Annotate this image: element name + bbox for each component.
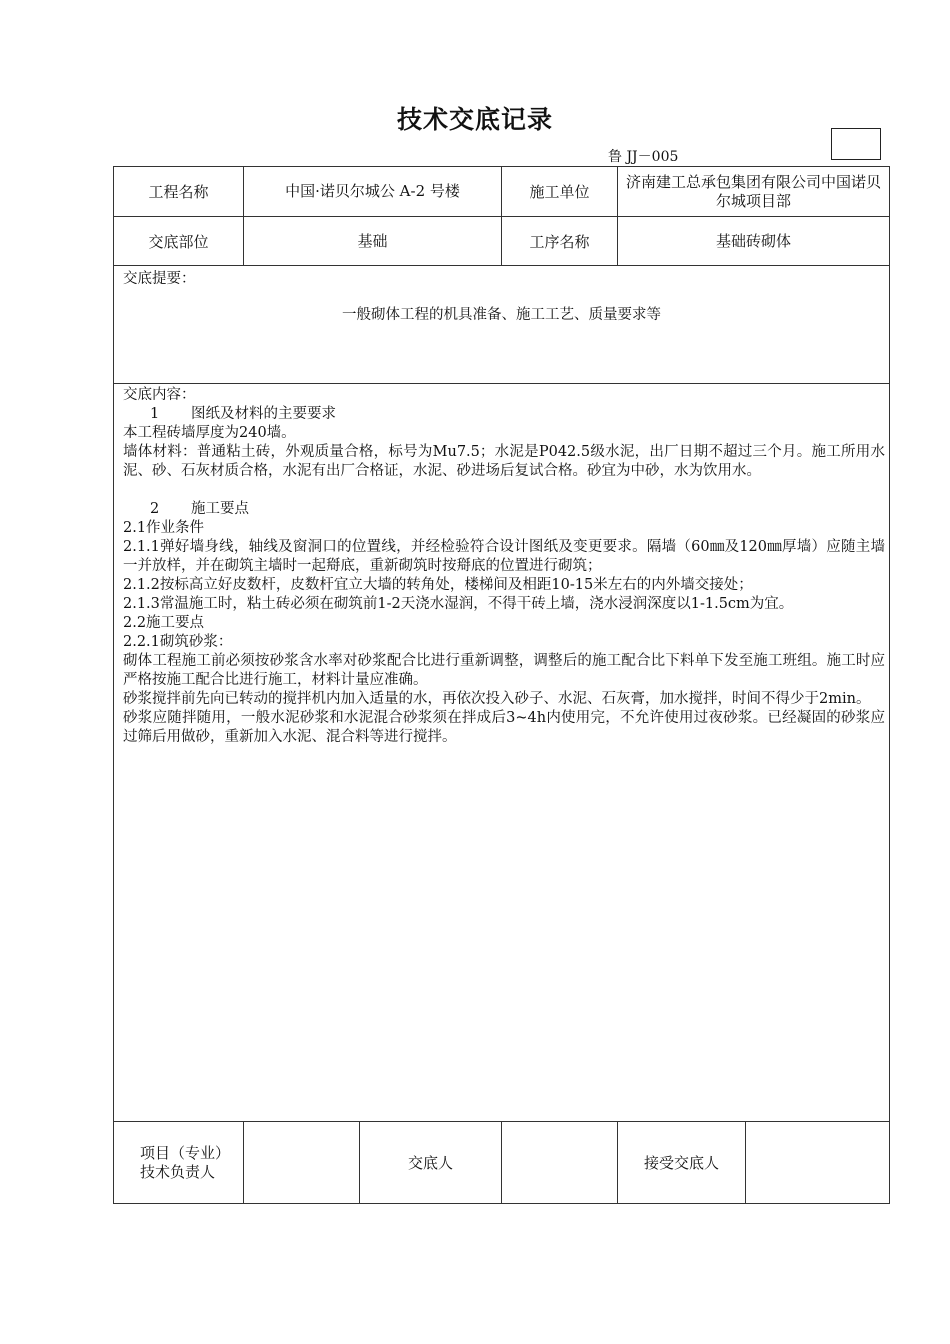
- content-body: [114, 384, 889, 747]
- section-number: 2: [150, 501, 160, 517]
- content-paragraph: 墙体材料：普通粘土砖，外观质量合格，标号为Mu7.5；水泥是P042.5级水泥，出厂日期不超过三个月。施工所用水泥、砂、石灰材质合格，水泥有出厂合格证，水泥、砂进场后复试合格。砂宜为中砂，水为饮用水。: [123, 444, 886, 479]
- section-heading: [123, 500, 885, 519]
- section-heading: [123, 405, 885, 424]
- content-cell: [114, 384, 890, 1122]
- spacer: [123, 481, 885, 500]
- content-paragraph: 2.1.2按标高立好皮数杆，皮数杆宜立大墙的转角处，楼梯间及相距10-15米左右的内外墙交接处；: [123, 577, 753, 593]
- content-paragraph: 砌体工程施工前必须按砂浆含水率对砂浆配合比进行重新调整，调整后的施工配合比下料单下发至施工班组。施工时应严格按施工配合比进行施工，材料计量应准确。: [123, 653, 886, 688]
- contractor-value: 济南建工总承包集团有限公司中国诺贝尔城项目部: [618, 167, 890, 217]
- stamp-box: [831, 128, 881, 160]
- tech-lead-label: [114, 1122, 244, 1204]
- form-code: 鲁 JJ－005: [608, 149, 679, 165]
- section-title: 图纸及材料的主要要求: [191, 406, 336, 422]
- contractor-label: 施工单位: [502, 167, 618, 217]
- page-title: 技术交底记录: [396, 105, 553, 134]
- location-value: 基础: [244, 217, 502, 266]
- project-name-label: 工程名称: [114, 167, 244, 217]
- summary-text: 一般砌体工程的机具准备、施工工艺、质量要求等: [342, 307, 661, 323]
- content-paragraph: 2.1.3常温施工时，粘土砖必须在砌筑前1-2天浇水湿润，不得干砖上墙，浇水浸润深度以1-1.5cm为宜。: [123, 596, 794, 612]
- content-paragraph: 砂浆搅拌前先向已转动的搅拌机内加入适量的水，再依次投入砂子、水泥、石灰膏，加水搅拌，时间不得少于2min。: [123, 691, 871, 707]
- section-title: 施工要点: [191, 501, 249, 517]
- content-paragraph: 2.1作业条件: [123, 520, 205, 536]
- project-name-value: 中国·诺贝尔城公 A-2 号楼: [244, 167, 502, 217]
- record-table: [113, 166, 890, 1204]
- process-value: 基础砖砌体: [618, 217, 890, 266]
- location-label: 交底部位: [114, 217, 244, 266]
- content-paragraph: 2.2.1砌筑砂浆：: [123, 634, 233, 650]
- summary-label: 交底提要：: [123, 271, 196, 287]
- content-paragraph: 2.2施工要点: [123, 615, 205, 631]
- presenter-signature[interactable]: [502, 1122, 618, 1204]
- summary-cell: [114, 266, 890, 384]
- content-paragraph: 砂浆应随拌随用，一般水泥砂浆和水泥混合砂浆须在拌成后3~4h内使用完，不允许使用过夜砂浆。已经凝固的砂浆应过筛后用做砂，重新加入水泥、混合料等进行搅拌。: [123, 710, 886, 745]
- tech-lead-signature[interactable]: [244, 1122, 360, 1204]
- receiver-signature[interactable]: [746, 1122, 890, 1204]
- content-label: 交底内容：: [123, 387, 196, 403]
- content-paragraph: 2.1.1弹好墙身线，轴线及窗洞口的位置线，并经检验符合设计图纸及变更要求。隔墙（60㎜及120㎜厚墙）应随主墙一并放样，并在砌筑主墙时一起搿底，重新砌筑时按搿底的位置进行砌筑；: [123, 539, 886, 574]
- presenter-label: 交底人: [360, 1122, 502, 1204]
- process-label: 工序名称: [502, 217, 618, 266]
- content-paragraph: 本工程砖墙厚度为240墙。: [123, 425, 296, 441]
- section-number: 1: [150, 406, 160, 422]
- tech-lead-label-text: 项目（专业）技术负责人: [140, 1143, 231, 1181]
- receiver-label: 接受交底人: [618, 1122, 746, 1204]
